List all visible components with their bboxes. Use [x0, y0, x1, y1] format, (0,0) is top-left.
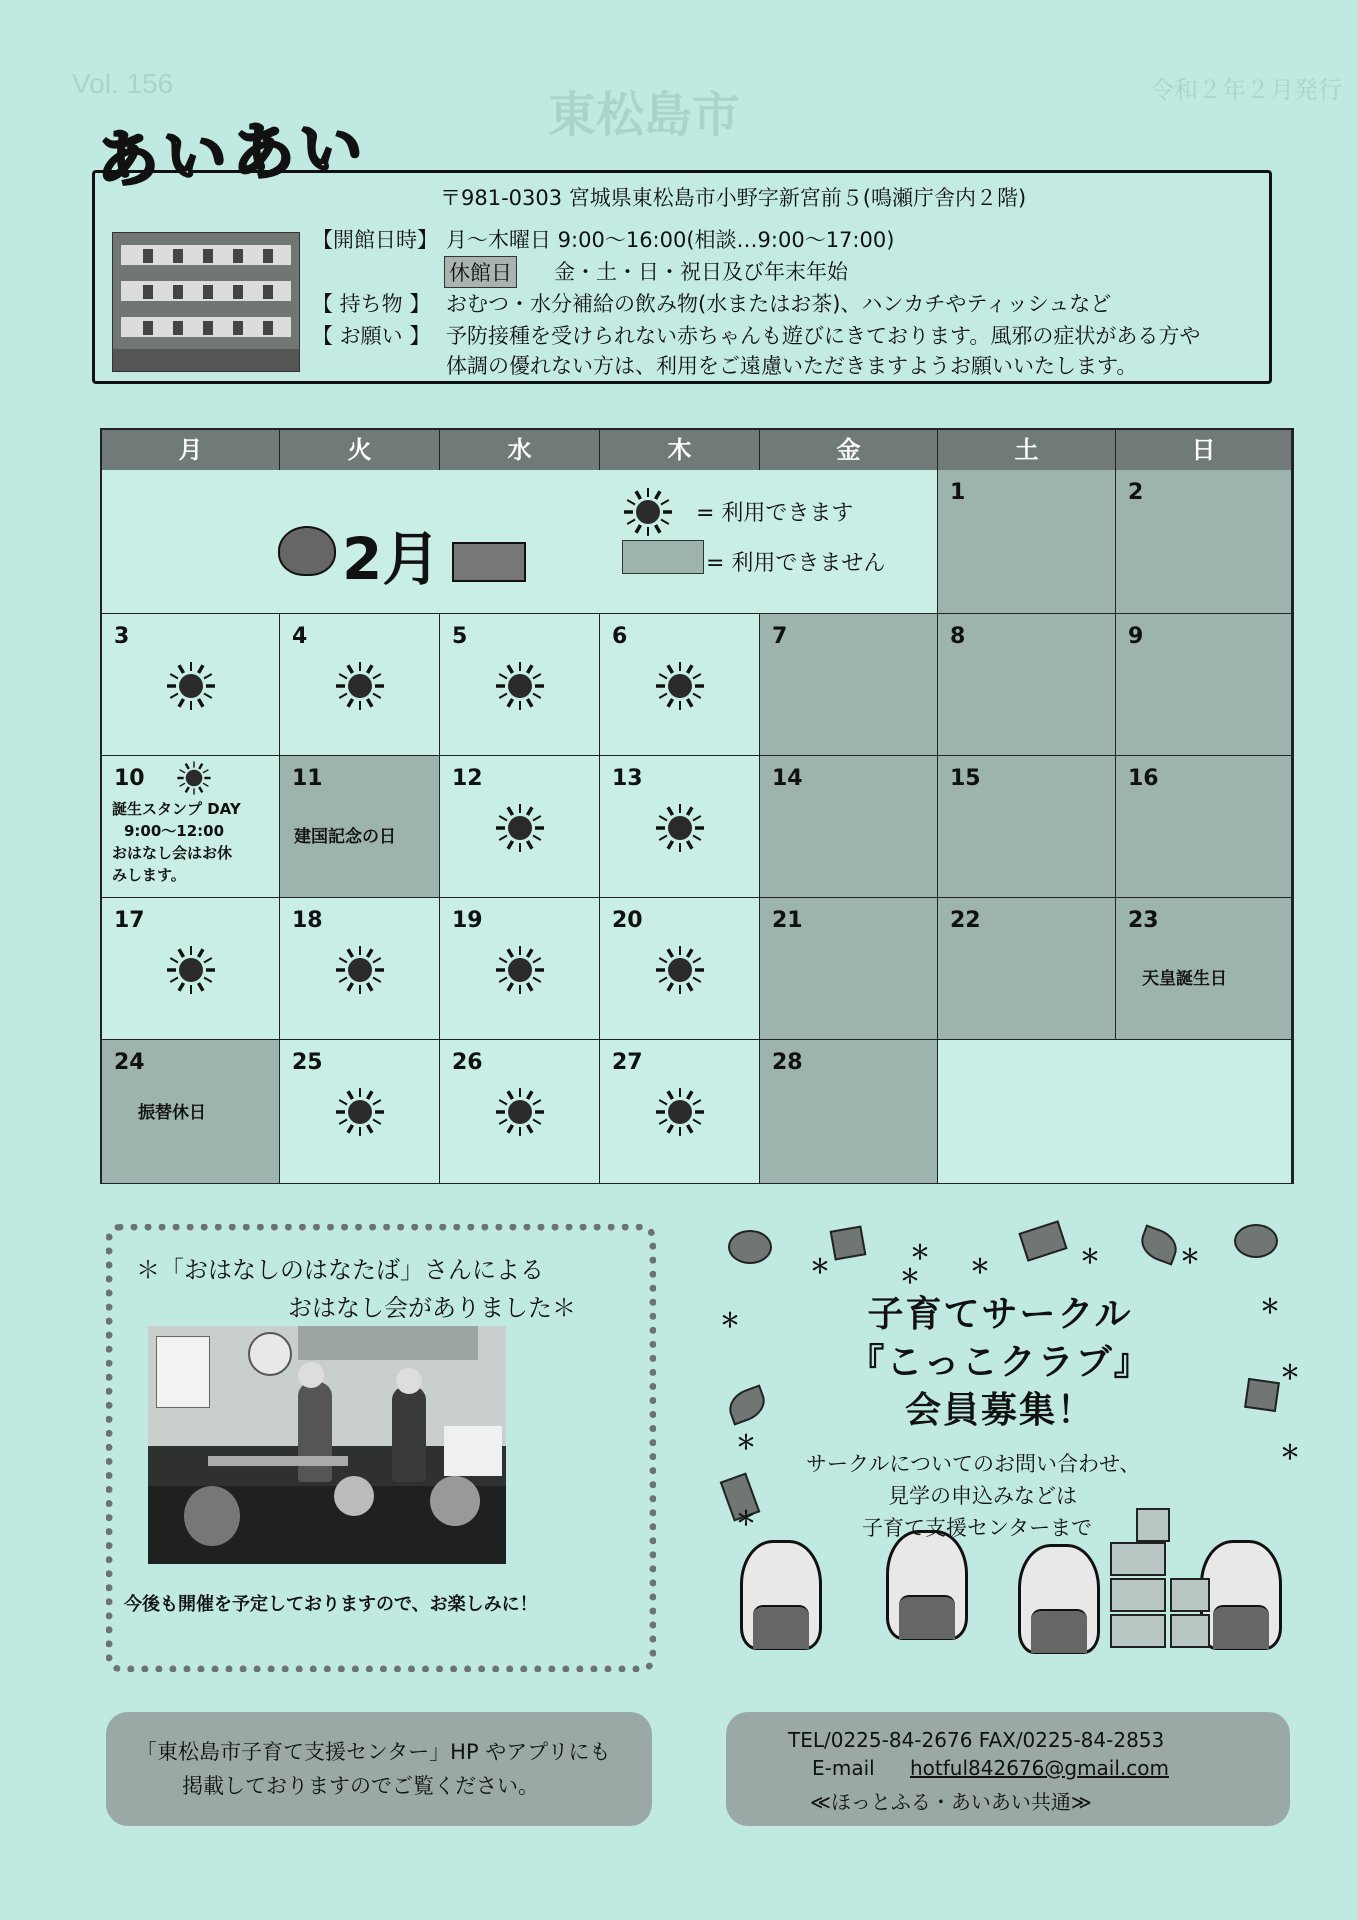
day-number: 14 — [772, 766, 803, 791]
story-caption: 今後も開催を予定しておりますので、お楽しみに！ — [124, 1594, 538, 1615]
day-cell — [280, 614, 440, 756]
sun-icon — [654, 802, 706, 854]
sun-icon — [176, 760, 212, 796]
bring-value: おむつ・水分補給の飲み物(水またはお茶)、ハンカチやティッシュなど — [446, 292, 1112, 316]
day-cell — [440, 1040, 600, 1184]
day-number: 20 — [612, 908, 643, 933]
sun-icon — [334, 1086, 386, 1138]
day-number: 18 — [292, 908, 323, 933]
closed-days-label — [444, 256, 517, 288]
hours-value: 月～木曜日 9:00～16:00(相談…9:00～17:00) — [446, 228, 895, 252]
toy-block — [1110, 1578, 1166, 1612]
day-number: 12 — [452, 766, 483, 791]
city-name: 東松島市 — [548, 89, 741, 142]
day-number: 16 — [1128, 766, 1159, 791]
day-number: 10 — [114, 766, 145, 791]
day-cell — [102, 898, 280, 1040]
day-number: 8 — [950, 624, 966, 649]
hours-label: 【開館日時】 — [312, 228, 438, 252]
bring-label: 【 持ち物 】 — [312, 292, 431, 316]
sun-icon — [654, 660, 706, 712]
month-intro — [102, 470, 938, 614]
contact-email[interactable]: hotful842676@gmail.com — [910, 1756, 1169, 1780]
block-rect-icon — [1018, 1220, 1067, 1262]
day-note-line: 振替休日 — [138, 1103, 206, 1123]
volume-label: Vol. 156 — [72, 68, 174, 99]
day-cell — [1116, 614, 1292, 756]
request-value-2: 体調の優れない方は、利用をご遠慮いただきますようお願いいたします。 — [446, 354, 1138, 378]
day-note-line: みします。 — [112, 866, 186, 884]
block-tri-icon — [724, 1384, 770, 1425]
day-cell — [440, 614, 600, 756]
day-cell — [1116, 898, 1292, 1040]
day-cell — [280, 898, 440, 1040]
turtle-icon — [1234, 1224, 1278, 1258]
circle-decorations — [700, 1210, 1300, 1670]
legend-open-text: = 利用できます — [696, 501, 854, 526]
day-cell — [440, 756, 600, 898]
pig-character — [1018, 1544, 1100, 1654]
block-square-icon — [1244, 1378, 1280, 1412]
circle-title-1: 子育てサークル — [867, 1294, 1133, 1335]
day-cell — [600, 898, 760, 1040]
footer-left-line-2: 掲載しておりますのでご覧ください。 — [182, 1774, 539, 1798]
day-cell — [1116, 756, 1292, 898]
weekday-header: 火 — [280, 430, 440, 470]
weekday-header: 水 — [440, 430, 600, 470]
day-note-line: おはなし会はお休 — [112, 844, 233, 862]
rabbit-character-body — [899, 1595, 955, 1639]
bean-box-icon — [452, 542, 526, 582]
pig-character-body — [1031, 1609, 1087, 1653]
asterisk-decoration: ＊ — [900, 1264, 920, 1288]
day-number: 17 — [114, 908, 145, 933]
request-label: 【 お願い 】 — [312, 324, 431, 348]
day-number: 6 — [612, 624, 628, 649]
day-note — [294, 826, 396, 848]
sun-icon — [654, 944, 706, 996]
toy-block — [1170, 1614, 1210, 1648]
building-photo — [112, 232, 300, 372]
weekday-header: 月 — [102, 430, 280, 470]
toy-block — [1110, 1542, 1166, 1576]
day-note — [1142, 968, 1227, 990]
day-cell — [600, 756, 760, 898]
day-cell — [760, 614, 938, 756]
day-cell — [938, 898, 1116, 1040]
contact-tel-fax: TEL/0225-84-2676 FAX/0225-84-2853 — [788, 1728, 1165, 1752]
legend-closed-swatch — [622, 540, 704, 574]
day-note — [138, 1102, 206, 1124]
day-note-line: 9:00～12:00 — [124, 822, 225, 840]
sun-icon — [334, 944, 386, 996]
month-label: 2月 — [342, 525, 441, 593]
footer-left-line-1: 「東松島市子育て支援センター」HP やアプリにも — [136, 1740, 611, 1764]
day-cell — [600, 614, 760, 756]
day-number: 27 — [612, 1050, 643, 1075]
weekday-header: 金 — [760, 430, 938, 470]
asterisk-decoration: ＊ — [1260, 1294, 1280, 1318]
asterisk-decoration: ＊ — [970, 1254, 990, 1278]
day-number: 5 — [452, 624, 468, 649]
day-note-line: 誕生スタンプ DAY — [112, 800, 241, 818]
weekday-header: 日 — [1116, 430, 1292, 470]
day-number: 21 — [772, 908, 803, 933]
day-cell — [280, 756, 440, 898]
bear-character-body — [1213, 1605, 1269, 1649]
legend-sun-icon — [622, 486, 674, 538]
day-number: 7 — [772, 624, 788, 649]
day-number: 15 — [950, 766, 981, 791]
block-tri-icon — [1136, 1224, 1182, 1265]
empty-cell — [938, 1040, 1292, 1184]
day-number: 22 — [950, 908, 981, 933]
day-cell — [1116, 470, 1292, 614]
day-number: 3 — [114, 624, 130, 649]
day-cell — [938, 614, 1116, 756]
circle-body-2: 見学の申込みなどは — [888, 1484, 1077, 1508]
day-cell — [102, 614, 280, 756]
asterisk-decoration: ＊ — [810, 1254, 830, 1278]
asterisk-decoration: ＊ — [736, 1430, 756, 1454]
day-number: 19 — [452, 908, 483, 933]
asterisk-decoration: ＊ — [736, 1506, 756, 1530]
block-square-icon — [830, 1225, 867, 1260]
asterisk-decoration: ＊ — [1080, 1244, 1100, 1268]
day-cell — [280, 1040, 440, 1184]
day-number: 9 — [1128, 624, 1144, 649]
day-note-line: 天皇誕生日 — [1142, 969, 1227, 989]
day-number: 26 — [452, 1050, 483, 1075]
logo: あいあい — [94, 109, 371, 198]
day-number: 28 — [772, 1050, 803, 1075]
storytelling-photo — [148, 1326, 506, 1564]
toy-block — [1136, 1508, 1170, 1542]
story-title-2: おはなし会がありました＊ — [288, 1294, 576, 1322]
turtle-icon — [728, 1230, 772, 1264]
closed-tag: 休館日 — [444, 256, 517, 288]
day-number: 4 — [292, 624, 308, 649]
request-value-1: 予防接種を受けられない赤ちゃんも遊びにきております。風邪の症状がある方や — [446, 324, 1201, 348]
contact-email-label: E-mail — [812, 1756, 875, 1780]
day-cell — [938, 756, 1116, 898]
sun-icon — [494, 1086, 546, 1138]
day-cell — [760, 1040, 938, 1184]
sun-icon — [334, 660, 386, 712]
day-number: 25 — [292, 1050, 323, 1075]
sun-icon — [654, 1086, 706, 1138]
day-number: 24 — [114, 1050, 145, 1075]
weekday-header: 土 — [938, 430, 1116, 470]
toy-block — [1110, 1614, 1166, 1648]
day-number: 23 — [1128, 908, 1159, 933]
asterisk-decoration: ＊ — [1280, 1440, 1300, 1464]
day-cell — [938, 470, 1116, 614]
day-cell — [600, 1040, 760, 1184]
day-note — [112, 798, 241, 886]
weekday-header: 木 — [600, 430, 760, 470]
bear-character — [1200, 1540, 1282, 1650]
calendar — [100, 428, 1294, 1184]
sun-icon — [494, 944, 546, 996]
legend-closed-text: = 利用できません — [706, 551, 886, 576]
day-cell — [102, 1040, 280, 1184]
day-cell — [760, 756, 938, 898]
toy-block — [1170, 1578, 1210, 1612]
oni-mask-icon — [278, 526, 336, 576]
day-number: 1 — [950, 480, 966, 505]
sun-icon — [494, 660, 546, 712]
circle-body-3: 子育て支援センターまで — [862, 1516, 1093, 1540]
day-number: 2 — [1128, 480, 1144, 505]
day-note-line: 建国記念の日 — [294, 827, 396, 847]
story-title-1: ＊「おはなしのはなたば」さんによる — [136, 1256, 544, 1284]
day-cell — [102, 756, 280, 898]
contact-shared: ≪ほっとふる・あいあい共通≫ — [810, 1790, 1092, 1814]
day-cell — [440, 898, 600, 1040]
sun-icon — [165, 944, 217, 996]
day-number: 11 — [292, 766, 323, 791]
day-cell — [760, 898, 938, 1040]
asterisk-decoration: ＊ — [910, 1240, 930, 1264]
day-number: 13 — [612, 766, 643, 791]
footer-left-box — [106, 1712, 652, 1826]
asterisk-decoration: ＊ — [720, 1308, 740, 1332]
cat-character — [740, 1540, 822, 1650]
asterisk-decoration: ＊ — [1180, 1244, 1200, 1268]
circle-title-3: 会員募集！ — [904, 1390, 1095, 1431]
issue-date: 令和２年２月発行 — [1150, 77, 1342, 104]
circle-title-2: 『こっこクラブ』 — [848, 1342, 1152, 1383]
sun-icon — [494, 802, 546, 854]
address: 〒981-0303 宮城県東松島市小野字新宮前５(鳴瀬庁舎内２階) — [440, 186, 1027, 210]
sun-icon — [165, 660, 217, 712]
cat-character-body — [753, 1605, 809, 1649]
rabbit-character — [886, 1530, 968, 1640]
asterisk-decoration: ＊ — [1280, 1360, 1300, 1384]
closed-days-value: 金・土・日・祝日及び年末年始 — [554, 260, 848, 284]
circle-body-1: サークルについてのお問い合わせ、 — [806, 1452, 1141, 1476]
